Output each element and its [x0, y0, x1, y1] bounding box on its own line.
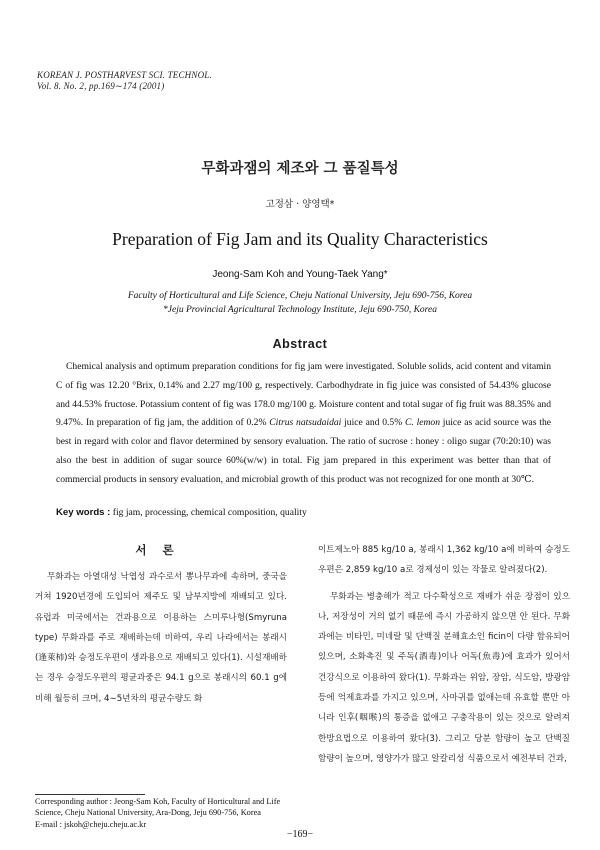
abstract-body — [56, 358, 551, 490]
footnote-email: E-mail : jskoh@cheju.cheju.ac.kr — [35, 819, 147, 829]
abstract-species-2: C. lemon — [404, 417, 441, 429]
abstract-text-2: juice and 0.5% — [341, 417, 405, 429]
right-paragraph-2: 무화과는 병충해가 적고 다수확성으로 재배가 쉬운 장점이 있으나, 저장성이 거의 없기 때문에 즉시 가공하지 않으면 안 된다. 무화과에는 비타민, 미네랄 및 단백질 분해효소인 ficin이 다량 함유되어 있으며, 소화촉진 및 주독(酒毒)이나 어독(魚毒)에 효과가 있어서 건강식으로 이용하여 왔다(1). 무화과는 위암, 장암, 식도암, 방광암 등에 억제효과를 가지고 있으며, 사마귀를 없애는데 유효할 뿐만 아니라 인후(咽喉)의 통증을 없애고 구충작용이 있는 것으로 알려져 한방요법으로 이용하여 왔다(3). 그리고 당분 함량이 높고 단백질 함량이 높으며, 영양가가 많고 알칼리성 식품으로서 예전부터 건과, — [318, 591, 570, 764]
journal-header — [37, 70, 212, 92]
english-authors: Jeong-Sam Koh and Young-Taek Yang* — [212, 269, 388, 280]
right-column — [318, 540, 570, 769]
korean-title: 무화과잼의 제조와 그 품질특성 — [201, 161, 399, 177]
abstract-species-1: Citrus natsudaidai — [269, 417, 342, 429]
journal-name: KOREAN J. POSTHARVEST SCI. TECHNOL. — [37, 70, 212, 80]
left-paragraph-1: 무화과는 아열대성 낙엽성 과수로서 뽕나무과에 속하며, 중국을 거쳐 1920년경에 도입되어 제주도 및 남부지방에 재배되고 있다. 유럽과 미국에서는 건과용으로 이용하는 스미루나형(Smyruna type) 무화과를 주로 재배하는데 비하여, 우리 나라에서는 봉래시(逢萊柿)와 승정도우편이 생과용으로 재배되고 있다(1). 시설재배하는 경우 승정도우편의 평균과중은 94.1 g으로 봉래시의 60.1 g에 비해 월등히 크며, 4∼5년차의 평균수량도 화 — [35, 572, 287, 704]
keywords-label: Key words : — [56, 507, 111, 518]
abstract-text-3: juice as acid source was the best in regard with color and flavor determined by sensory evaluation. The ratio of sucrose : honey : oligo sugar (70:20:10) was also the best in addition of sugar source 60%(w/w) in total. Fig jam prepared in this experiment was better than that of commercial products in sensory evaluation, and microbial growth of this product was not recognized for one month at 30℃. — [56, 417, 552, 485]
english-title: Preparation of Fig Jam and its Quality Characteristics — [112, 229, 488, 249]
keywords-text: fig jam, processing, chemical composition, quality — [110, 507, 307, 518]
abstract-text-1: Chemical analysis and optimum preparation conditions for fig jam were investigated. Soluble solids, acid content and vitamin C of fig was 12.20 °Brix, 0.14% and 2.27 mg/100 g, respectively. Carbodhydrate in fig juice was consisted of 54.43% glucose and 44.53% fructose. Potassium content of fig was 178.0 mg/100 g. Moisture content and total sugar of fig fruit was 88.35% and 9.47%. In preparation of fig jam, the addition of 0.2% — [56, 361, 551, 429]
keywords — [56, 507, 551, 518]
footnote — [35, 796, 287, 830]
section-title-introduction: 서 론 — [135, 543, 180, 557]
affiliation-2: *Jeju Provincial Agricultural Technology Institute, Jeju 690-750, Korea — [163, 305, 437, 315]
right-paragraph-1: 이트제노아 885 kg/10 a, 봉래시 1,362 kg/10 a에 비하여 승정도우편은 2,859 kg/10 a로 경제성이 있는 작물로 알려졌다(2). — [318, 545, 570, 576]
abstract-heading: Abstract — [272, 337, 328, 351]
page-number: −169− — [286, 829, 314, 840]
left-column — [35, 567, 287, 709]
affiliation-1: Faculty of Horticultural and Life Science, Cheju National University, Jeju 690-756, Korea — [127, 291, 473, 301]
footnote-corresponding-author: Corresponding author : Jeong-Sam Koh, Faculty of Horticultural and Life Science, Cheju National University, Ara-Dong, Jeju 690-756, Korea — [35, 797, 281, 818]
journal-volume: Vol. 8. No. 2, pp.169∼174 (2001) — [37, 81, 165, 91]
korean-authors: 고정삼 · 양영택* — [265, 199, 335, 210]
footnote-divider — [35, 794, 145, 795]
